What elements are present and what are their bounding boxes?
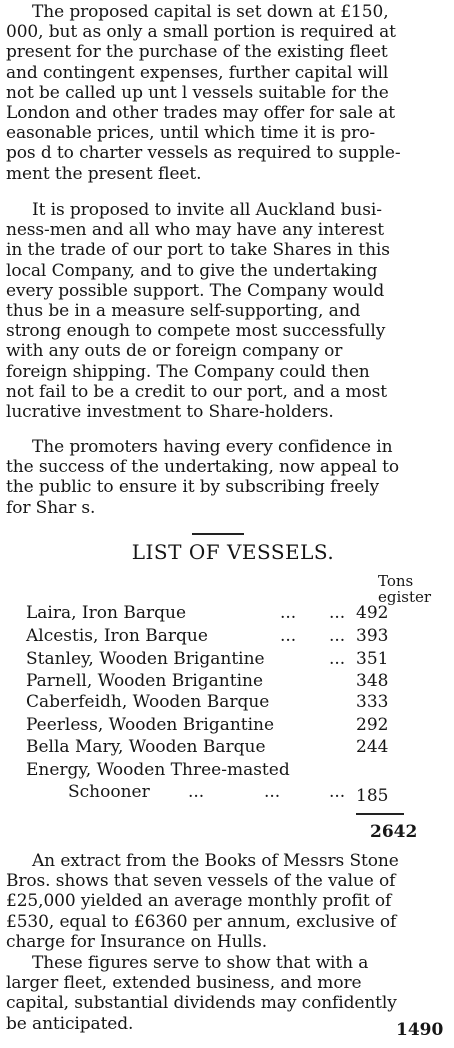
vessel-row	[26, 715, 446, 735]
text-line: strong enough to compete most successfully	[6, 321, 386, 342]
vessel-name: Alcestis, Iron Barque	[26, 626, 208, 646]
leader-dots: ...	[280, 626, 297, 646]
text-line: every possible support. The Company would	[6, 280, 385, 301]
text-line: thus be in a measure self-supporting, and	[6, 301, 361, 322]
text-line: The promoters having every confidence in	[32, 437, 393, 457]
vessel-tons: 185	[356, 786, 389, 806]
text-line: easonable prices, until which time it is pro-	[6, 123, 375, 144]
text-line: ment the present fleet.	[6, 163, 202, 184]
text-line: London and other trades may offer for sale at	[6, 103, 396, 124]
text-line: These figures serve to show that with a	[32, 953, 369, 973]
text-line: larger fleet, extended business, and more	[6, 973, 362, 994]
text-line: the public to ensure it by subscribing freely	[6, 477, 380, 498]
vessel-tons: 492	[356, 603, 389, 623]
leader-dots: ...	[329, 603, 346, 623]
invitation-paragraph	[6, 200, 442, 422]
text-line: £25,000 yielded an average monthly profit of	[6, 891, 392, 912]
vessel-tons: 333	[356, 692, 389, 712]
tons-column-header: Tons	[378, 572, 414, 590]
text-line: Bros. shows that seven vessels of the value of	[6, 871, 396, 892]
appeal-paragraph	[6, 437, 442, 518]
text-line: for Shar s.	[6, 497, 96, 518]
text-line: and contingent expenses, further capital will	[6, 62, 389, 83]
text-line: in the trade of our port to take Shares in this	[6, 240, 390, 261]
leader-dots: ...	[329, 626, 346, 646]
text-line: not be called up unt l vessels suitable for the	[6, 82, 389, 103]
text-line: the success of the undertaking, now appeal to	[6, 457, 399, 478]
text-line: capital, substantial dividends may confidently	[6, 993, 397, 1014]
text-line: pos d to charter vessels as required to supple-	[6, 143, 401, 164]
vessel-tons: 351	[356, 649, 389, 669]
vessel-name: Peerless, Wooden Brigantine	[26, 715, 275, 735]
dividends-paragraph	[6, 953, 442, 1034]
text-line: not fail to be a credit to our port, and a most	[6, 381, 387, 402]
register-column-header: egister	[378, 588, 432, 606]
text-line: An extract from the Books of Messrs Stone	[32, 851, 399, 871]
leader-dots: ...	[264, 782, 281, 802]
text-line: charge for Insurance on Hulls.	[6, 931, 268, 952]
section-divider	[192, 533, 244, 535]
text-line: It is proposed to invite all Auckland busi-	[32, 200, 382, 220]
text-line: be anticipated.	[6, 1013, 134, 1034]
leader-dots: ...	[329, 649, 346, 669]
vessel-tons: 244	[356, 737, 389, 757]
vessel-row	[26, 649, 446, 669]
vessel-name: Parnell, Wooden Brigantine	[26, 671, 264, 691]
vessel-tons: 292	[356, 715, 389, 735]
text-line: foreign shipping. The Company could then	[6, 361, 370, 382]
text-line: lucrative investment to Share-holders.	[6, 402, 334, 423]
vessel-row-energy-continued	[68, 782, 448, 806]
vessel-row	[26, 603, 446, 623]
vessel-name: Caberfeidh, Wooden Barque	[26, 692, 270, 712]
vessel-list-title: LIST OF VESSELS.	[131, 540, 335, 564]
text-line: 000, but as only a small portion is required at	[6, 22, 396, 43]
vessel-row	[26, 671, 446, 691]
vessel-row	[26, 692, 446, 712]
text-line: £530, equal to £6360 per annum, exclusive of	[6, 911, 397, 932]
leader-dots: ...	[188, 782, 205, 802]
text-line: local Company, and to give the undertaking	[6, 260, 378, 281]
total-tonnage: 2642	[370, 822, 418, 842]
vessel-name: Laira, Iron Barque	[26, 603, 187, 623]
vessel-tons: 348	[356, 671, 389, 691]
text-line: ness-men and all who may have any interest	[6, 220, 384, 241]
vessel-row	[26, 737, 446, 757]
total-rule	[356, 813, 404, 815]
advertisement-number: 1490	[396, 1020, 444, 1040]
capital-paragraph	[6, 2, 442, 184]
leader-dots: ...	[280, 603, 297, 623]
text-line: with any outs de or foreign company or	[6, 341, 343, 362]
profit-paragraph	[6, 851, 442, 952]
vessel-name: Stanley, Wooden Brigantine	[26, 649, 265, 669]
vessel-name: Energy, Wooden Three-masted	[26, 760, 290, 780]
vessel-row-energy	[26, 760, 446, 780]
text-line: The proposed capital is set down at £150,	[32, 2, 389, 22]
leader-dots: ...	[329, 782, 346, 802]
vessel-tons: 393	[356, 626, 389, 646]
vessel-name: Bella Mary, Wooden Barque	[26, 737, 266, 757]
vessel-row	[26, 626, 446, 646]
text-line: present for the purchase of the existing fleet	[6, 42, 388, 63]
vessel-name-continued: Schooner	[68, 782, 150, 802]
